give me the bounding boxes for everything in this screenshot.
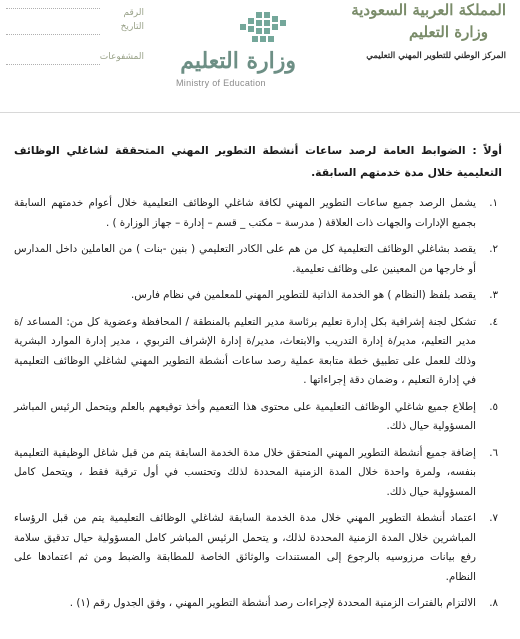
item-text: إضافة جميع أنشطة التطوير المهني المتحقق خلال مدة الخدمة السابقة يتم من قبل شاغل الوظيفية التعليمية بنفسه، ولمرة واحدة خلال المدة الزمنية المحددة لذلك وتحتسب في أول ترقية فقط ، ويتحمل كامل المسؤولية حيال ذلك. (14, 446, 476, 498)
list-item (14, 398, 502, 437)
list-item (14, 286, 502, 306)
attachments-label: المشفوعات (99, 52, 144, 62)
ministry-name: وزارة التعليم (409, 23, 488, 41)
list-item (14, 444, 502, 503)
item-text: يقصد بشاغلي الوظائف التعليمية كل من هم على الكادر التعليمي ( بنين -بنات ) من العاملين داخل المدارس أو خارجها من المعينين على وظائف تعليمية. (14, 243, 476, 275)
list-item (14, 313, 502, 391)
item-number: ٧. (489, 512, 498, 524)
item-text: يشمل الرصد جميع ساعات التطوير المهني لكافة شاغلي الوظائف التعليمية خلال أعوام خدمتهم السابقة بجميع الإدارات والجهات ذات العلاقة ( مدرسة – مكتب _ قسم – إدارة – جهاز الوزارة ) . (14, 197, 476, 229)
item-number: ٥. (489, 400, 498, 413)
ministry-logo (170, 6, 300, 96)
item-text: إطلاع جميع شاغلي الوظائف التعليمية على محتوى هذا التعميم وأخذ توقيعهم بالعلم ويتحمل الرئيس المباشر المسؤولية حيال ذلك. (14, 400, 476, 432)
item-number: ٦. (489, 446, 498, 459)
item-number: ٤. (489, 315, 498, 328)
item-text: يقصد بلفظ (النظام ) هو الخدمة الذاتية للتطوير المهني للمعلمين في نظام فارس. (131, 289, 476, 301)
list-item (14, 194, 502, 233)
attachments-field (6, 44, 144, 74)
list-item (14, 594, 502, 614)
letterhead (0, 0, 520, 112)
list-item (14, 240, 502, 279)
date-field (6, 14, 144, 44)
list-item (14, 509, 502, 587)
item-text: الالتزام بالفترات الزمنية المحددة لإجراءات رصد أنشطة التطوير المهني ، وفق الجدول رقم (١) . (69, 597, 476, 609)
date-label: التاريخ (120, 22, 144, 32)
section-title: أولاً : الضوابط العامة لرصد ساعات أنشطة التطوير المهني المتحققة لشاغلي الوظائف التعليمية خلال مدة خدمتهم السابقة. (14, 144, 502, 179)
item-number: ٢. (489, 243, 498, 255)
ministry-heading (351, 0, 506, 64)
rules-list (14, 194, 502, 614)
logo-arabic-text: وزارة التعليم (180, 48, 296, 74)
document-body (14, 140, 502, 621)
item-number: ٣. (489, 289, 498, 301)
item-number: ١. (489, 197, 498, 209)
logo-dots-icon (238, 10, 292, 50)
item-text: تشكل لجنة إشرافية بكل إدارة تعليم برئاسة مدير التعليم بالمنطقة / المحافظة وعضوية كل من: المساعد /ة مدير التعليم، مدير/ة إدارة التدريب والابتعاث، مدير/ة إدارة الإشراف التربوي ، مدير إدارة الموارد البشرية وذلك للعمل على تطبيق خطة متابعة عملية رصد ساعات أنشطة التطوير المهني لشاغلي الوظائف التعليمية في إدارة التعليم ، وضمان دقة إجراءاتها . (14, 315, 476, 386)
kingdom-name: المملكة العربية السعودية (351, 1, 506, 19)
reference-fields (6, 0, 144, 74)
number-label: الرقم (123, 8, 144, 18)
item-text: اعتماد أنشطة التطوير المهني خلال مدة الخدمة السابقة لشاغلي الوظائف التعليمية يتم من قبل الرؤساء المباشرين خلال المدة الزمنية المحددة لذلك، و يتحمل الرئيس المباشر كامل المسؤولية حيال تدقيق سلامة رفع بيانات مرزوسيه بالرجوع إلى المستندات والوثائق الخاصة للمطابقة والضبط ومن ثم اعتمادها على النظام. (14, 512, 476, 583)
number-field (6, 0, 144, 18)
logo-english-text: Ministry of Education (176, 78, 266, 88)
item-number: ٨. (489, 597, 498, 609)
header-divider (0, 112, 520, 113)
center-name: المركز الوطني للتطوير المهني التعليمي (366, 51, 506, 61)
